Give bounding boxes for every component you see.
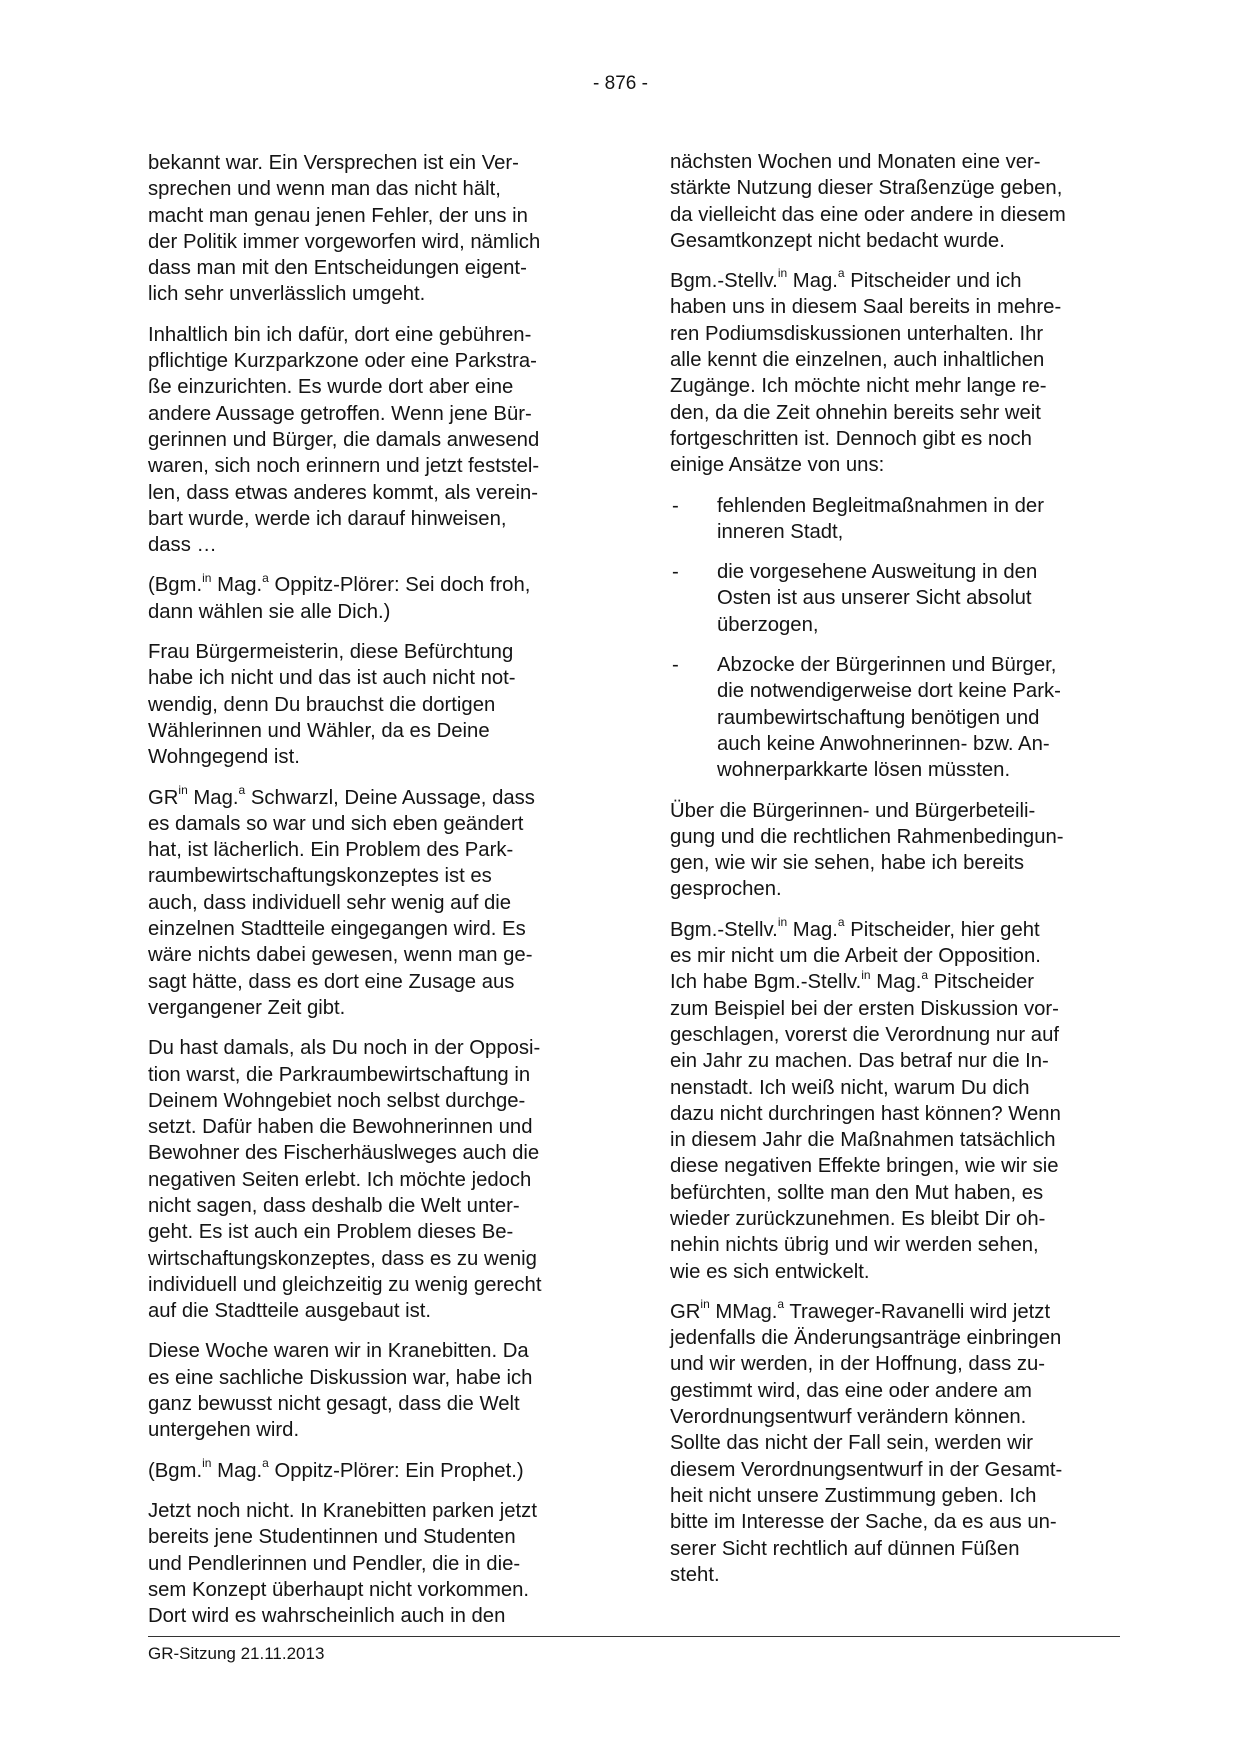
paragraph — [148, 572, 608, 625]
superscript: in — [777, 266, 788, 281]
left-column — [148, 150, 608, 1643]
list-item-text: Abzocke der Bürgerinnen und Bürger, die notwendigerweise dort keine Park- raumbewirtschaftung benötigen und auch keine Anwohnerinnen- bzw. An- wohnerparkkarte lösen müssten. — [717, 654, 1061, 782]
right-column — [670, 149, 1130, 1602]
paragraph — [148, 1338, 608, 1443]
paragraph-text: Mag. — [187, 786, 239, 809]
footer-divider — [148, 1636, 1120, 1637]
superscript: in — [178, 782, 188, 797]
paragraph-text: Frau Bürgermeisterin, diese Befürchtung habe ich nicht und das ist auch nicht not- wendig, denn Du brauchst die dortigen Wählerinnen und Wähler, da es Deine Wohngegend ist. — [148, 641, 516, 769]
paragraph-text: bekannt war. Ein Versprechen ist ein Ver- sprechen und wenn man das nicht hält, macht man genau jenen Fehler, der uns in der Politik immer vorgeworfen wird, nämlich dass man mit den Entscheidungen eigent- lich sehr unverlässlich umgeht. — [148, 152, 541, 306]
paragraph-text: Traweger-Ravanelli wird jetzt jedenfalls die Änderungsanträge einbringen und wir werden, in der Hoffnung, dass zu- gestimmt wird, das eine oder andere am Verordnungsentwurf verändern können. Sollte das nicht der Fall sein, werden wir diesem Verordnungsentwurf in der Gesamt- heit nicht unsere Zustimmung geben. Ich bitte im Interesse der Sache, da es aus un- serer Sicht rechtlich auf dünnen Füßen steht. — [670, 1300, 1063, 1586]
paragraph-text: Diese Woche waren wir in Kranebitten. Da es eine sachliche Diskussion war, habe ich ganz bewusst nicht gesagt, dass die Welt untergehen wird. — [148, 1340, 533, 1442]
paragraph — [670, 149, 1130, 254]
paragraph — [148, 322, 608, 559]
paragraph-text: Du hast damals, als Du noch in der Opposi- tion warst, die Parkraumbewirtschaftung in Deinem Wohngebiet noch selbst durchge- setzt. Dafür haben die Bewohnerinnen und Bewohner des Fischerhäuslweges auch die negativen Seiten erlebt. Ich möchte jedoch nicht sagen, dass deshalb die Welt unter- geht. Es ist auch ein Problem dieses Be- wirtschaftungskonzeptes, dass es zu wenig individuell und gleichzeitig zu wenig gerecht auf die Stadtteile ausgebaut ist. — [148, 1037, 542, 1323]
superscript: a — [262, 1455, 269, 1470]
superscript: in — [777, 914, 788, 929]
paragraph-text: Mag. — [211, 1459, 263, 1482]
list-item-text: die vorgesehene Ausweitung in den Osten ist aus unserer Sicht absolut überzogen, — [717, 561, 1038, 636]
paragraph — [148, 1455, 608, 1484]
superscript: a — [837, 914, 845, 929]
list-item — [670, 652, 1130, 783]
paragraph-text: MMag. — [709, 1300, 778, 1323]
paragraph-text: Schwarzl, Deine Aussage, dass es damals so war und sich eben geändert hat, ist lächerlich. Ein Problem des Park- raumbewirtschaftungskonzeptes ist es auch, dass individuell sehr wenig auf die einzelnen Stadtteile eingegangen wird. Es wäre nichts dabei gewesen, wenn man ge- sagt hätte, dass es dort eine Zusage aus vergangener Zeit gibt. — [148, 786, 535, 1019]
paragraph-text: Pitscheider zum Beispiel bei der ersten Diskussion vor- geschlagen, vorerst die Verordnung nur auf ein Jahr zu machen. Das betraf nur die In- nenstadt. Ich weiß nicht, warum Du dich dazu nicht durchringen hast können? Wenn in diesem Jahr die Maßnahmen tatsächlich diese negativen Effekte bringen, wie wir sie befürchten, sollte man den Mut haben, es wieder zurückzunehmen. Es bleibt Dir oh- nehin nichts übrig und wir werden sehen, wie es sich entwickelt. — [670, 971, 1061, 1283]
footer-session-date: GR-Sitzung 21.11.2013 — [148, 1644, 325, 1663]
superscript: a — [238, 782, 246, 797]
paragraph-text: Pitscheider, hier geht es mir nicht um die Arbeit der Opposition. Ich habe Bgm.-Stellv. — [670, 918, 1041, 994]
dash-bullet: - — [672, 494, 679, 517]
paragraph — [670, 1299, 1130, 1588]
superscript: a — [262, 570, 269, 585]
paragraph — [148, 782, 608, 1022]
paragraph — [148, 150, 608, 308]
dash-bullet: - — [672, 561, 679, 584]
superscript: in — [861, 967, 871, 982]
paragraph-text: Jetzt noch nicht. In Kranebitten parken jetzt bereits jene Studentinnen und Studenten und Pendlerinnen und Pendler, die in die- sem Konzept überhaupt nicht vorkommen. Dort wird es wahrscheinlich auch in den — [148, 1499, 537, 1628]
paragraph — [148, 1035, 608, 1324]
paragraph-text: Bgm.-Stellv. — [670, 918, 778, 941]
superscript: a — [921, 967, 929, 982]
paragraph-text: Mag. — [870, 971, 922, 994]
superscript: a — [777, 1297, 785, 1312]
superscript: in — [700, 1297, 710, 1312]
paragraph-text: (Bgm. — [148, 574, 203, 597]
paragraph — [670, 268, 1130, 478]
paragraph-text: Inhaltlich bin ich dafür, dort eine gebühren- pflichtige Kurzparkzone oder eine Parkstra- ße einzurichten. Es wurde dort aber eine andere Aussage getroffen. Wenn jene Bür- gerinnen und Bürger, die damals anwesend waren, sich noch erinnern und jetzt feststel- len, dass etwas anderes kommt, als verein- bart wurde, werde ich darauf hinweisen, dass … — [148, 323, 540, 557]
paragraph — [148, 1498, 608, 1629]
list-item — [670, 493, 1130, 546]
paragraph — [670, 798, 1130, 903]
paragraph-text: Pitscheider und ich haben uns in diesem Saal bereits in mehre- ren Podiumsdiskussionen unterhalten. Ihr alle kennt die einzelnen, auch inhaltlichen Zugänge. Ich möchte nicht mehr lange re- den, da die Zeit ohnehin bereits sehr weit fortgeschritten ist. Dennoch gibt es noch einige Ansätze von uns: — [670, 270, 1062, 477]
dash-bullet: - — [672, 654, 679, 677]
list-item-text: fehlenden Begleitmaßnahmen in der inneren Stadt, — [717, 494, 1044, 543]
paragraph-text: Bgm.-Stellv. — [670, 270, 778, 293]
dash-list — [670, 493, 1130, 784]
paragraph-text: GR — [148, 786, 179, 809]
paragraph-text: Mag. — [787, 270, 838, 293]
paragraph-text: GR — [670, 1300, 701, 1323]
paragraph — [670, 914, 1130, 1285]
superscript: a — [837, 266, 845, 281]
paragraph-text: Über die Bürgerinnen- und Bürgerbeteili- gung und die rechtlichen Rahmenbedingun- gen, wie wir sie sehen, habe ich bereits gesprochen. — [670, 799, 1064, 901]
paragraph-text: Mag. — [211, 574, 263, 597]
paragraph-text: Oppitz-Plörer: Ein Prophet.) — [268, 1459, 524, 1482]
list-item — [670, 559, 1130, 638]
superscript: in — [202, 570, 212, 585]
paragraph — [148, 639, 608, 770]
paragraph-text: Mag. — [787, 918, 838, 941]
superscript: in — [202, 1455, 212, 1470]
paragraph-text: Oppitz-Plörer: Sei doch froh, dann wählen sie alle Dich.) — [148, 574, 531, 623]
paragraph-text: (Bgm. — [148, 1459, 203, 1482]
paragraph-text: nächsten Wochen und Monaten eine ver- stärkte Nutzung dieser Straßenzüge geben, da vielleicht das eine oder andere in diesem Gesamtkonzept nicht bedacht wurde. — [670, 151, 1066, 252]
page-number: - 876 - — [593, 73, 648, 94]
